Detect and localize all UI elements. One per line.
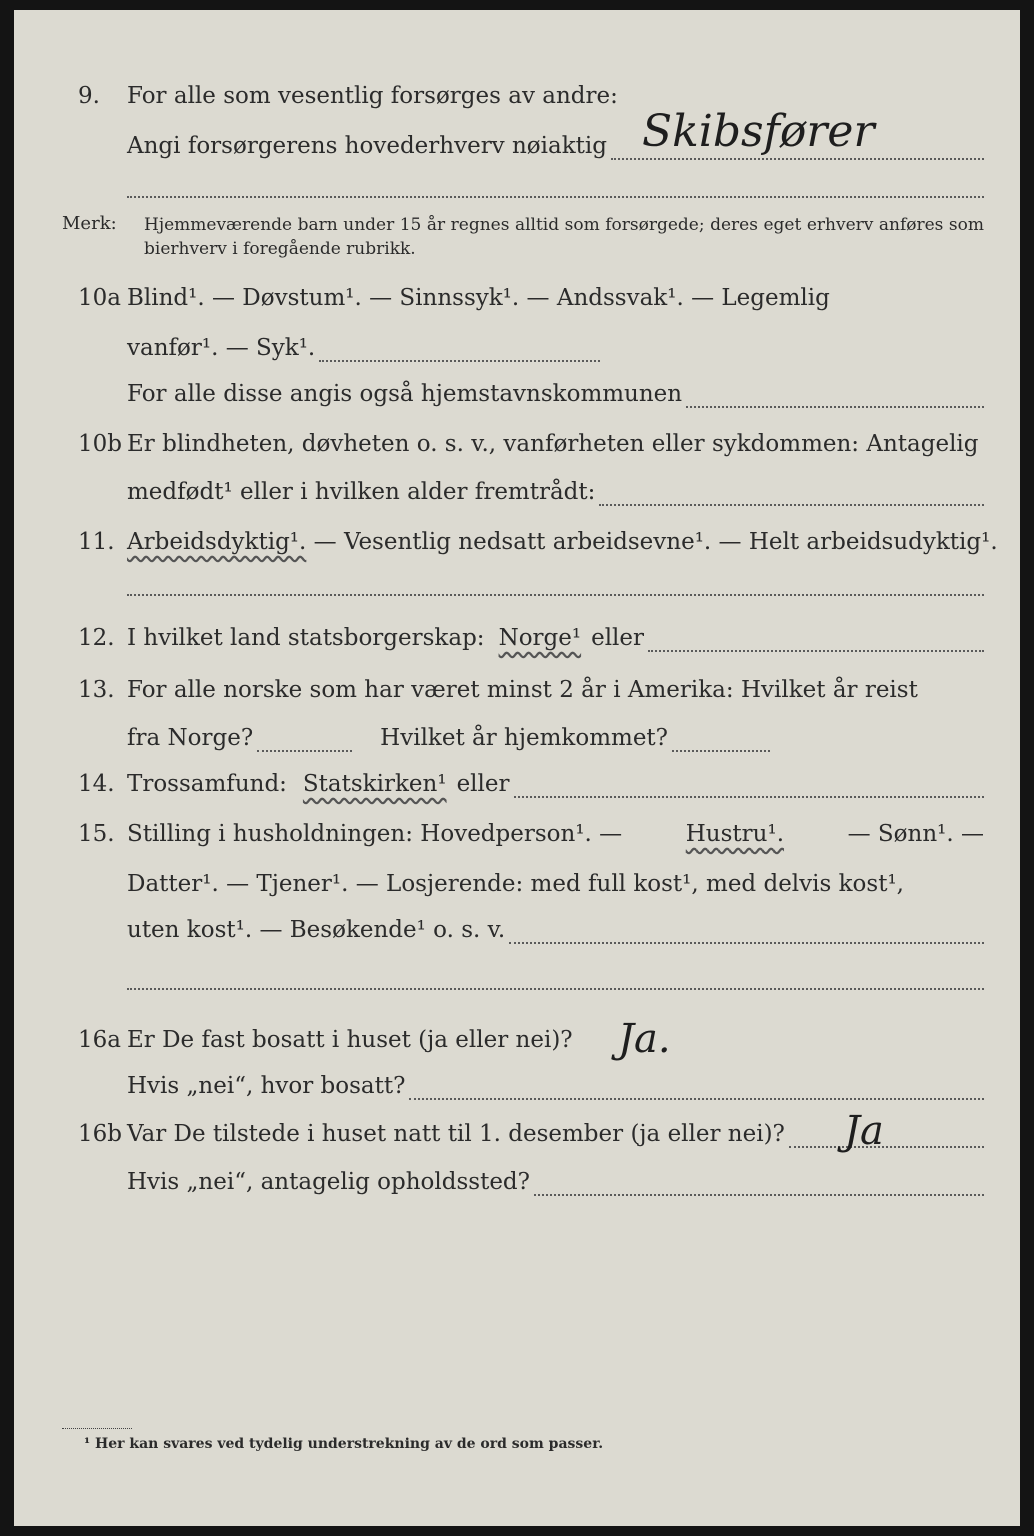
q15-separator — [127, 988, 984, 990]
q12-eller: eller — [591, 625, 645, 651]
q16a-text1: Er De fast bosatt i huset (ja eller nei)? — [127, 1027, 573, 1053]
q15-text1b: — Sønn¹. — — [847, 821, 984, 847]
q10a-text1: Blind¹. — Døvstum¹. — Sinnssyk¹. — Andssvak¹. — Legemlig — [127, 285, 830, 311]
q16b-text1: Var De tilstede i huset natt til 1. desember (ja eller nei)? — [127, 1121, 785, 1147]
q11-rest: — Vesentlig nedsatt arbeidsevne¹. — Helt arbeidsudyktig¹. — [306, 529, 998, 555]
q15-answer-line[interactable] — [509, 924, 984, 944]
merk-text: Hjemmeværende barn under 15 år regnes alltid som forsørgede; deres eget erhverv anføres som bierhverv i foregående rubrikk. — [144, 215, 984, 259]
q10b-number: 10b — [78, 431, 122, 457]
q10b-text1: Er blindheten, døvheten o. s. v., vanførheten eller sykdommen: Antagelig — [127, 431, 979, 457]
q13-text2b: Hvilket år hjemkommet? — [380, 725, 669, 751]
q9-number: 9. — [78, 83, 100, 109]
q13-text2a: fra Norge? — [127, 725, 254, 751]
q16b-opholdssted-line[interactable] — [534, 1176, 984, 1196]
q16a-number: 16a — [78, 1027, 121, 1053]
q12-number: 12. — [78, 625, 115, 651]
q16a-answer-line[interactable] — [409, 1080, 984, 1100]
q16b-answer-line[interactable] — [789, 1128, 984, 1148]
q15-text3: uten kost¹. — Besøkende¹ o. s. v. — [127, 917, 506, 943]
q11-separator — [127, 594, 984, 596]
q15-number: 15. — [78, 821, 115, 847]
q10b-text2: medfødt¹ eller i hvilken alder fremtrådt: — [127, 479, 596, 505]
q13-hjemkommet-line[interactable] — [672, 732, 770, 752]
q13-reist-line[interactable] — [257, 732, 352, 752]
footnote-rule — [62, 1428, 132, 1429]
q13-text1: For alle norske som har været minst 2 år i Amerika: Hvilket år reist — [127, 677, 918, 703]
q10a-answer-line[interactable] — [319, 342, 600, 362]
q12-answer-line[interactable] — [648, 632, 984, 652]
q16a-text2: Hvis „nei“, hvor bosatt? — [127, 1073, 406, 1099]
footnote: ¹ Her kan svares ved tydelig understrekning av de ord som passer. — [84, 1436, 604, 1452]
q10a-number: 10a — [78, 285, 121, 311]
merk-label: Merk: — [62, 213, 117, 234]
q11-number: 11. — [78, 529, 115, 555]
q14-number: 14. — [78, 771, 115, 797]
q10a-hometown-line[interactable] — [686, 388, 984, 408]
q12-text: I hvilket land statsborgerskap: — [127, 625, 485, 651]
q14-option-statskirken[interactable]: Statskirken¹ — [302, 771, 447, 797]
q15-option-hustru[interactable]: Hustru¹. — [685, 821, 785, 847]
q14-text: Trossamfund: — [127, 771, 287, 797]
q10a-text2: vanfør¹. — Syk¹. — [127, 335, 316, 361]
q9-text2: Angi forsørgerens hovederhverv nøiaktig — [127, 133, 607, 159]
q16b-handwritten-answer: Ja — [844, 1108, 884, 1154]
q16a-handwritten-answer: Ja. — [618, 1016, 671, 1062]
q9-handwritten-answer: Skibsfører — [642, 106, 875, 157]
q14-eller: eller — [456, 771, 510, 797]
census-form-page — [14, 10, 1020, 1526]
q15-text1a: Stilling i husholdningen: Hovedperson¹. — — [127, 821, 623, 847]
q11-option-arbeidsdyktig[interactable]: Arbeidsdyktig¹. — [127, 529, 307, 555]
q10a-text3: For alle disse angis også hjemstavnskommunen — [127, 381, 683, 407]
q12-option-norge[interactable]: Norge¹ — [498, 625, 582, 651]
q9-text1: For alle som vesentlig forsørges av andre: — [127, 83, 618, 109]
q14-answer-line[interactable] — [514, 778, 985, 798]
q10b-answer-line[interactable] — [599, 486, 984, 506]
q13-number: 13. — [78, 677, 115, 703]
q9-separator — [127, 196, 984, 198]
q16b-number: 16b — [78, 1121, 122, 1147]
q16b-text2: Hvis „nei“, antagelig opholdssted? — [127, 1169, 530, 1195]
q15-text2: Datter¹. — Tjener¹. — Losjerende: med full kost¹, med delvis kost¹, — [127, 871, 904, 897]
